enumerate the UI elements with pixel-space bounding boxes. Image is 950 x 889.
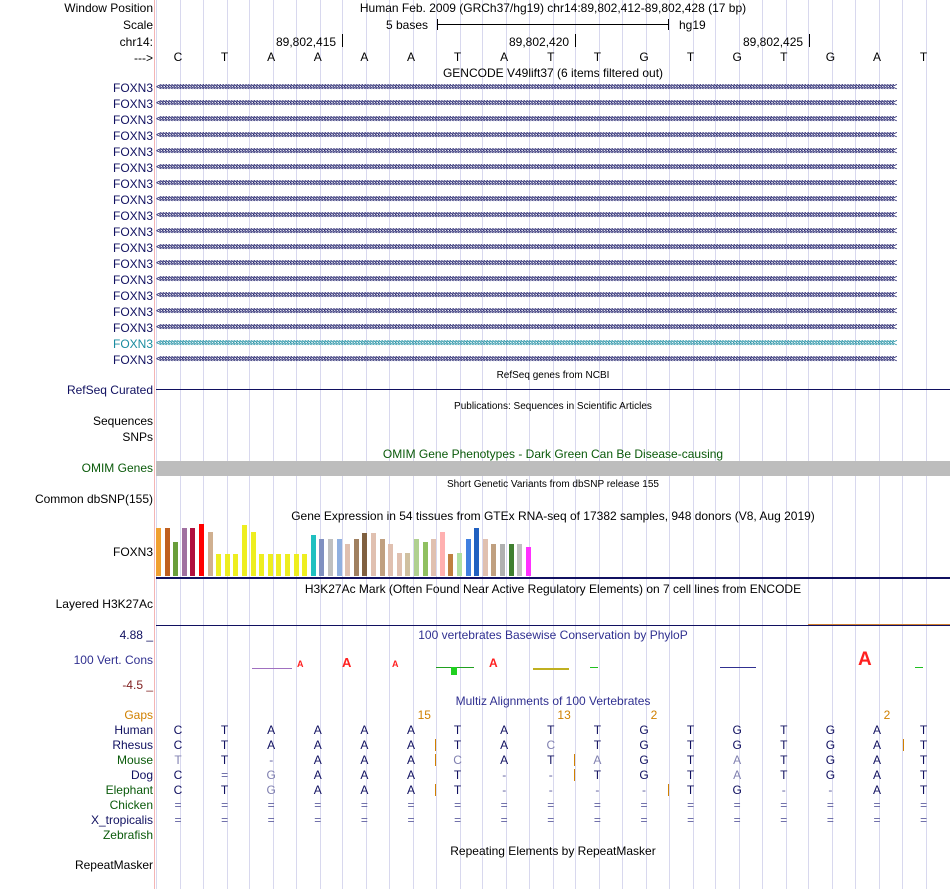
species-label[interactable]: Elephant bbox=[105, 783, 153, 797]
gencode-gene-label[interactable]: FOXN3 bbox=[112, 353, 153, 367]
species-label[interactable]: Dog bbox=[130, 768, 153, 782]
alignment-base: - bbox=[269, 753, 274, 767]
alignment-base: A bbox=[313, 753, 322, 767]
gtex-tissue-bar[interactable] bbox=[405, 553, 410, 576]
gap-marker bbox=[903, 739, 904, 751]
ruler-tick bbox=[342, 34, 343, 47]
alignment-base: T bbox=[220, 753, 229, 767]
gencode-gene-label[interactable]: FOXN3 bbox=[112, 97, 153, 111]
alignment-base: A bbox=[406, 783, 415, 797]
scale-bar-left-tick bbox=[437, 19, 438, 30]
phylop-min-label: -4.5 _ bbox=[122, 678, 153, 692]
alignment-base: T bbox=[919, 753, 928, 767]
h3k27ac-label[interactable]: Layered H3K27Ac bbox=[55, 597, 153, 611]
base-letter: A bbox=[500, 50, 509, 64]
gtex-tissue-bar[interactable] bbox=[397, 553, 402, 576]
alignment-base: = bbox=[221, 768, 229, 782]
alignment-base: G bbox=[639, 723, 649, 737]
gap-marker bbox=[435, 739, 436, 751]
alignment-base: G bbox=[639, 738, 649, 752]
alignment-base: = bbox=[593, 798, 601, 812]
alignment-base: G bbox=[732, 723, 742, 737]
base-letter: G bbox=[825, 50, 836, 64]
alignment-base: = bbox=[221, 798, 229, 812]
base-letter: A bbox=[267, 50, 276, 64]
gtex-tissue-bar[interactable] bbox=[302, 554, 307, 576]
alignment-base: G bbox=[266, 783, 276, 797]
alignment-base: T bbox=[593, 738, 602, 752]
refseq-line bbox=[156, 389, 950, 390]
gtex-baseline bbox=[156, 577, 950, 579]
gtex-tissue-bar[interactable] bbox=[156, 528, 161, 576]
gencode-gene-label[interactable]: FOXN3 bbox=[112, 337, 153, 351]
base-letter: T bbox=[780, 50, 788, 64]
gencode-transcript-arrows[interactable]: <<<<<<<<<<<<<<<<<<<<<<<<<<<<<<<<<<<<<<<<<<<<<<<<<<<<<<<<<<<<<<<<<<<<<<<<<<<<<<<<<<<<<<<<<<<<<<<<<<<<<<<<<<<<<<<<<<<<<<<<<<<<<<<<<<<<<<<<<<<<<<<<<<<<<<<<<<<<<<<<<<<<<<<<<<<<<<<<<<<<<<<<<<<<<<<<<<<<<<<<<<<<<<<<<<<<<<<<<<<<<<<<<<<<<<<<<<<<<<<<<<<<<<<<<<<<<<<<<<<< bbox=[156, 307, 895, 317]
gencode-gene-label[interactable]: FOXN3 bbox=[112, 321, 153, 335]
alignment-base: G bbox=[639, 753, 649, 767]
species-label[interactable]: Mouse bbox=[116, 753, 153, 767]
alignment-base: T bbox=[919, 768, 928, 782]
alignment-base: G bbox=[732, 783, 742, 797]
refseq-title: RefSeq genes from NCBI bbox=[496, 370, 610, 381]
alignment-base: A bbox=[872, 723, 881, 737]
phylop-bar bbox=[915, 667, 923, 668]
alignment-base: A bbox=[500, 723, 509, 737]
gtex-tissue-bar[interactable] bbox=[380, 539, 385, 576]
gtex-tissue-bar[interactable] bbox=[337, 539, 342, 576]
alignment-base: = bbox=[267, 813, 275, 827]
gencode-gene-label[interactable]: FOXN3 bbox=[112, 257, 153, 271]
alignment-base: A bbox=[872, 738, 881, 752]
alignment-base: T bbox=[453, 738, 462, 752]
gencode-transcript-arrows[interactable]: <<<<<<<<<<<<<<<<<<<<<<<<<<<<<<<<<<<<<<<<<<<<<<<<<<<<<<<<<<<<<<<<<<<<<<<<<<<<<<<<<<<<<<<<<<<<<<<<<<<<<<<<<<<<<<<<<<<<<<<<<<<<<<<<<<<<<<<<<<<<<<<<<<<<<<<<<<<<<<<<<<<<<<<<<<<<<<<<<<<<<<<<<<<<<<<<<<<<<<<<<<<<<<<<<<<<<<<<<<<<<<<<<<<<<<<<<<<<<<<<<<<<<<<<<<<<<<<<<<<< bbox=[156, 227, 895, 237]
alignment-base: = bbox=[360, 813, 368, 827]
direction-label: ---> bbox=[134, 51, 153, 65]
ruler-tick-label: 89,802,425 bbox=[743, 35, 804, 49]
phylop-bar bbox=[533, 668, 569, 670]
gtex-tissue-bar[interactable] bbox=[285, 554, 290, 576]
species-label[interactable]: Human bbox=[114, 723, 153, 737]
alignment-base: T bbox=[780, 738, 788, 752]
gencode-transcript-arrows[interactable]: <<<<<<<<<<<<<<<<<<<<<<<<<<<<<<<<<<<<<<<<<<<<<<<<<<<<<<<<<<<<<<<<<<<<<<<<<<<<<<<<<<<<<<<<<<<<<<<<<<<<<<<<<<<<<<<<<<<<<<<<<<<<<<<<<<<<<<<<<<<<<<<<<<<<<<<<<<<<<<<<<<<<<<<<<<<<<<<<<<<<<<<<<<<<<<<<<<<<<<<<<<<<<<<<<<<<<<<<<<<<<<<<<<<<<<<<<<<<<<<<<<<<<<<<<<<<<<<<<<<< bbox=[156, 243, 895, 253]
gtex-tissue-bar[interactable] bbox=[414, 539, 419, 576]
alignment-base: A bbox=[360, 723, 369, 737]
gencode-transcript-arrows[interactable]: <<<<<<<<<<<<<<<<<<<<<<<<<<<<<<<<<<<<<<<<<<<<<<<<<<<<<<<<<<<<<<<<<<<<<<<<<<<<<<<<<<<<<<<<<<<<<<<<<<<<<<<<<<<<<<<<<<<<<<<<<<<<<<<<<<<<<<<<<<<<<<<<<<<<<<<<<<<<<<<<<<<<<<<<<<<<<<<<<<<<<<<<<<<<<<<<<<<<<<<<<<<<<<<<<<<<<<<<<<<<<<<<<<<<<<<<<<<<<<<<<<<<<<<<<<<<<<<<<<<< bbox=[156, 147, 895, 157]
alignment-base: A bbox=[360, 738, 369, 752]
alignment-base: - bbox=[595, 783, 600, 797]
gencode-transcript-arrows[interactable]: <<<<<<<<<<<<<<<<<<<<<<<<<<<<<<<<<<<<<<<<<<<<<<<<<<<<<<<<<<<<<<<<<<<<<<<<<<<<<<<<<<<<<<<<<<<<<<<<<<<<<<<<<<<<<<<<<<<<<<<<<<<<<<<<<<<<<<<<<<<<<<<<<<<<<<<<<<<<<<<<<<<<<<<<<<<<<<<<<<<<<<<<<<<<<<<<<<<<<<<<<<<<<<<<<<<<<<<<<<<<<<<<<<<<<<<<<<<<<<<<<<<<<<<<<<<<<<<<<<<< bbox=[156, 291, 895, 301]
alignment-base: T bbox=[686, 723, 695, 737]
alignment-base: G bbox=[825, 768, 836, 782]
gtex-gene-label[interactable]: FOXN3 bbox=[112, 545, 153, 559]
alignment-base: C bbox=[173, 738, 183, 752]
alignment-base: = bbox=[407, 813, 415, 827]
gtex-tissue-bar[interactable] bbox=[431, 539, 436, 576]
alignment-base: A bbox=[406, 768, 415, 782]
alignment-base: = bbox=[174, 798, 182, 812]
alignment-base: T bbox=[220, 723, 229, 737]
alignment-base: G bbox=[825, 723, 836, 737]
gtex-tissue-bar[interactable] bbox=[345, 544, 350, 576]
gencode-gene-label[interactable]: FOXN3 bbox=[112, 81, 153, 95]
alignment-base: = bbox=[733, 798, 741, 812]
gtex-tissue-bar[interactable] bbox=[388, 544, 393, 576]
alignment-base: T bbox=[919, 783, 928, 797]
alignment-base: = bbox=[174, 813, 182, 827]
gtex-tissue-bar[interactable] bbox=[491, 544, 496, 576]
alignment-base: T bbox=[547, 753, 555, 767]
gencode-transcript-arrows[interactable]: <<<<<<<<<<<<<<<<<<<<<<<<<<<<<<<<<<<<<<<<<<<<<<<<<<<<<<<<<<<<<<<<<<<<<<<<<<<<<<<<<<<<<<<<<<<<<<<<<<<<<<<<<<<<<<<<<<<<<<<<<<<<<<<<<<<<<<<<<<<<<<<<<<<<<<<<<<<<<<<<<<<<<<<<<<<<<<<<<<<<<<<<<<<<<<<<<<<<<<<<<<<<<<<<<<<<<<<<<<<<<<<<<<<<<<<<<<<<<<<<<<<<<<<<<<<<<<<<<<<< bbox=[156, 179, 895, 189]
dbsnp-label[interactable]: Common dbSNP(155) bbox=[34, 492, 153, 506]
gap-marker bbox=[435, 754, 436, 766]
base-letter: G bbox=[732, 50, 742, 64]
alignment-base: = bbox=[500, 798, 508, 812]
snps-label[interactable]: SNPs bbox=[122, 430, 153, 444]
sequences-label[interactable]: Sequences bbox=[92, 414, 153, 428]
alignment-base: T bbox=[780, 753, 788, 767]
alignment-base: A bbox=[872, 768, 881, 782]
gtex-tissue-bar[interactable] bbox=[440, 532, 445, 576]
gencode-gene-label[interactable]: FOXN3 bbox=[112, 289, 153, 303]
gap-marker bbox=[574, 754, 575, 766]
alignment-base: G bbox=[639, 768, 649, 782]
gencode-gene-label[interactable]: FOXN3 bbox=[112, 225, 153, 239]
alignment-base: T bbox=[453, 723, 462, 737]
alignment-base: A bbox=[313, 783, 322, 797]
gtex-tissue-bar[interactable] bbox=[448, 554, 453, 576]
phylop-bar bbox=[720, 667, 756, 668]
gencode-transcript-arrows[interactable]: <<<<<<<<<<<<<<<<<<<<<<<<<<<<<<<<<<<<<<<<<<<<<<<<<<<<<<<<<<<<<<<<<<<<<<<<<<<<<<<<<<<<<<<<<<<<<<<<<<<<<<<<<<<<<<<<<<<<<<<<<<<<<<<<<<<<<<<<<<<<<<<<<<<<<<<<<<<<<<<<<<<<<<<<<<<<<<<<<<<<<<<<<<<<<<<<<<<<<<<<<<<<<<<<<<<<<<<<<<<<<<<<<<<<<<<<<<<<<<<<<<<<<<<<<<<<<<<<<<<< bbox=[156, 259, 895, 269]
gtex-tissue-bar[interactable] bbox=[526, 547, 531, 576]
alignment-base: G bbox=[266, 768, 276, 782]
alignment-base: = bbox=[547, 813, 555, 827]
species-label[interactable]: Rhesus bbox=[112, 738, 153, 752]
alignment-base: T bbox=[780, 723, 788, 737]
species-label[interactable]: Zebrafish bbox=[102, 828, 153, 842]
alignment-base: T bbox=[919, 738, 928, 752]
alignment-base: = bbox=[687, 813, 695, 827]
gtex-tissue-bar[interactable] bbox=[466, 539, 471, 576]
gencode-transcript-arrows[interactable]: <<<<<<<<<<<<<<<<<<<<<<<<<<<<<<<<<<<<<<<<<<<<<<<<<<<<<<<<<<<<<<<<<<<<<<<<<<<<<<<<<<<<<<<<<<<<<<<<<<<<<<<<<<<<<<<<<<<<<<<<<<<<<<<<<<<<<<<<<<<<<<<<<<<<<<<<<<<<<<<<<<<<<<<<<<<<<<<<<<<<<<<<<<<<<<<<<<<<<<<<<<<<<<<<<<<<<<<<<<<<<<<<<<<<<<<<<<<<<<<<<<<<<<<<<<<<<<<<<<<< bbox=[156, 163, 895, 173]
alignment-base: C bbox=[546, 738, 556, 752]
alignment-base: = bbox=[267, 798, 275, 812]
alignment-base: A bbox=[406, 738, 415, 752]
gtex-title: Gene Expression in 54 tissues from GTEx RNA-seq of 17382 samples, 948 donors (V8, Aug 2019) bbox=[291, 509, 815, 523]
gtex-tissue-bar[interactable] bbox=[509, 544, 514, 576]
omim-feature-bar[interactable] bbox=[156, 461, 950, 476]
gap-count: 13 bbox=[557, 708, 571, 722]
base-letter: A bbox=[313, 50, 322, 64]
refseq-label[interactable]: RefSeq Curated bbox=[66, 383, 153, 397]
alignment-base: T bbox=[593, 723, 602, 737]
repeatmasker-label[interactable]: RepeatMasker bbox=[74, 858, 153, 872]
gencode-gene-label[interactable]: FOXN3 bbox=[112, 113, 153, 127]
alignment-base: = bbox=[920, 813, 928, 827]
alignment-base: T bbox=[220, 783, 229, 797]
alignment-base: T bbox=[686, 738, 695, 752]
gtex-tissue-bar[interactable] bbox=[173, 542, 178, 576]
gtex-tissue-bar[interactable] bbox=[208, 532, 213, 576]
gap-count: 15 bbox=[417, 708, 431, 722]
alignment-base: A bbox=[313, 723, 322, 737]
alignment-base: = bbox=[780, 798, 788, 812]
gencode-gene-label[interactable]: FOXN3 bbox=[112, 177, 153, 191]
base-letter: C bbox=[173, 50, 183, 64]
alignment-base: A bbox=[593, 753, 602, 767]
gencode-transcript-arrows[interactable]: <<<<<<<<<<<<<<<<<<<<<<<<<<<<<<<<<<<<<<<<<<<<<<<<<<<<<<<<<<<<<<<<<<<<<<<<<<<<<<<<<<<<<<<<<<<<<<<<<<<<<<<<<<<<<<<<<<<<<<<<<<<<<<<<<<<<<<<<<<<<<<<<<<<<<<<<<<<<<<<<<<<<<<<<<<<<<<<<<<<<<<<<<<<<<<<<<<<<<<<<<<<<<<<<<<<<<<<<<<<<<<<<<<<<<<<<<<<<<<<<<<<<<<<<<<<<<<<<<<<< bbox=[156, 355, 895, 365]
phylop-bar bbox=[252, 668, 292, 669]
gencode-transcript-arrows[interactable]: <<<<<<<<<<<<<<<<<<<<<<<<<<<<<<<<<<<<<<<<<<<<<<<<<<<<<<<<<<<<<<<<<<<<<<<<<<<<<<<<<<<<<<<<<<<<<<<<<<<<<<<<<<<<<<<<<<<<<<<<<<<<<<<<<<<<<<<<<<<<<<<<<<<<<<<<<<<<<<<<<<<<<<<<<<<<<<<<<<<<<<<<<<<<<<<<<<<<<<<<<<<<<<<<<<<<<<<<<<<<<<<<<<<<<<<<<<<<<<<<<<<<<<<<<<<<<<<<<<<< bbox=[156, 211, 895, 221]
base-letter: T bbox=[453, 50, 462, 64]
gtex-tissue-bar[interactable] bbox=[517, 544, 522, 576]
gencode-gene-label[interactable]: FOXN3 bbox=[112, 129, 153, 143]
alignment-base: T bbox=[919, 723, 928, 737]
gencode-transcript-arrows[interactable]: <<<<<<<<<<<<<<<<<<<<<<<<<<<<<<<<<<<<<<<<<<<<<<<<<<<<<<<<<<<<<<<<<<<<<<<<<<<<<<<<<<<<<<<<<<<<<<<<<<<<<<<<<<<<<<<<<<<<<<<<<<<<<<<<<<<<<<<<<<<<<<<<<<<<<<<<<<<<<<<<<<<<<<<<<<<<<<<<<<<<<<<<<<<<<<<<<<<<<<<<<<<<<<<<<<<<<<<<<<<<<<<<<<<<<<<<<<<<<<<<<<<<<<<<<<<<<<<<<<<< bbox=[156, 83, 895, 93]
gtex-tissue-bar[interactable] bbox=[276, 554, 281, 576]
gtex-tissue-bar[interactable] bbox=[423, 542, 428, 576]
repeatmasker-title: Repeating Elements by RepeatMasker bbox=[450, 844, 656, 858]
ruler-tick-label: 89,802,420 bbox=[509, 35, 570, 49]
alignment-base: - bbox=[502, 768, 507, 782]
omim-title: OMIM Gene Phenotypes - Dark Green Can Be Disease-causing bbox=[382, 447, 724, 461]
alignment-base: G bbox=[825, 738, 836, 752]
gtex-tissue-bar[interactable] bbox=[251, 532, 256, 576]
h3k27ac-baseline bbox=[156, 625, 950, 626]
ruler-tick bbox=[575, 34, 576, 47]
gtex-tissue-bar[interactable] bbox=[233, 554, 238, 576]
alignment-base: T bbox=[547, 723, 555, 737]
window-position-label: Window Position bbox=[64, 1, 153, 15]
alignment-base: A bbox=[360, 753, 369, 767]
gencode-gene-label[interactable]: FOXN3 bbox=[112, 145, 153, 159]
alignment-base: - bbox=[502, 783, 507, 797]
gtex-tissue-bar[interactable] bbox=[371, 533, 376, 576]
gtex-tissue-bar[interactable] bbox=[362, 533, 367, 576]
alignment-base: = bbox=[640, 798, 648, 812]
chrom-label: chr14: bbox=[119, 35, 153, 49]
alignment-base: A bbox=[267, 723, 276, 737]
alignment-base: T bbox=[593, 768, 602, 782]
alignment-base: A bbox=[267, 738, 276, 752]
alignment-base: = bbox=[826, 798, 834, 812]
alignment-base: C bbox=[173, 768, 183, 782]
scale-assembly: hg19 bbox=[679, 18, 706, 32]
alignment-base: = bbox=[500, 813, 508, 827]
alignment-base: - bbox=[828, 783, 833, 797]
phylop-bar bbox=[590, 667, 598, 668]
alignment-base: = bbox=[454, 813, 462, 827]
alignment-base: T bbox=[686, 783, 695, 797]
base-letter: A bbox=[360, 50, 369, 64]
alignment-base: A bbox=[500, 738, 509, 752]
alignment-base: - bbox=[548, 783, 553, 797]
alignment-base: = bbox=[314, 798, 322, 812]
gtex-tissue-bar[interactable] bbox=[199, 524, 204, 576]
alignment-base: T bbox=[686, 753, 695, 767]
base-letter: T bbox=[220, 50, 229, 64]
alignment-base: = bbox=[873, 798, 881, 812]
gtex-tissue-bar[interactable] bbox=[242, 525, 247, 576]
alignment-base: C bbox=[173, 783, 183, 797]
alignment-base: = bbox=[314, 813, 322, 827]
gap-marker bbox=[668, 784, 669, 796]
gencode-transcript-arrows[interactable]: <<<<<<<<<<<<<<<<<<<<<<<<<<<<<<<<<<<<<<<<<<<<<<<<<<<<<<<<<<<<<<<<<<<<<<<<<<<<<<<<<<<<<<<<<<<<<<<<<<<<<<<<<<<<<<<<<<<<<<<<<<<<<<<<<<<<<<<<<<<<<<<<<<<<<<<<<<<<<<<<<<<<<<<<<<<<<<<<<<<<<<<<<<<<<<<<<<<<<<<<<<<<<<<<<<<<<<<<<<<<<<<<<<<<<<<<<<<<<<<<<<<<<<<<<<<<<<<<<<<< bbox=[156, 339, 895, 349]
alignment-base: T bbox=[453, 768, 462, 782]
multiz-title: Multiz Alignments of 100 Vertebrates bbox=[455, 694, 651, 708]
alignment-base: A bbox=[406, 753, 415, 767]
gtex-tissue-bar[interactable] bbox=[165, 528, 170, 576]
phylop-label[interactable]: 100 Vert. Cons bbox=[73, 653, 153, 667]
gaps-label: Gaps bbox=[124, 708, 153, 722]
base-letter: T bbox=[686, 50, 695, 64]
gencode-gene-label[interactable]: FOXN3 bbox=[112, 161, 153, 175]
phylop-glyph: A bbox=[342, 655, 352, 670]
alignment-base: = bbox=[454, 798, 462, 812]
gap-count: 2 bbox=[883, 708, 891, 722]
alignment-base: G bbox=[825, 753, 836, 767]
scale-text: 5 bases bbox=[386, 18, 429, 32]
alignment-base: = bbox=[221, 813, 229, 827]
alignment-base: A bbox=[360, 783, 369, 797]
alignment-base: T bbox=[174, 753, 182, 767]
gtex-tissue-bar[interactable] bbox=[474, 528, 479, 576]
gencode-transcript-arrows[interactable]: <<<<<<<<<<<<<<<<<<<<<<<<<<<<<<<<<<<<<<<<<<<<<<<<<<<<<<<<<<<<<<<<<<<<<<<<<<<<<<<<<<<<<<<<<<<<<<<<<<<<<<<<<<<<<<<<<<<<<<<<<<<<<<<<<<<<<<<<<<<<<<<<<<<<<<<<<<<<<<<<<<<<<<<<<<<<<<<<<<<<<<<<<<<<<<<<<<<<<<<<<<<<<<<<<<<<<<<<<<<<<<<<<<<<<<<<<<<<<<<<<<<<<<<<<<<<<<<<<<<< bbox=[156, 195, 895, 205]
species-label[interactable]: Chicken bbox=[109, 798, 153, 812]
alignment-base: A bbox=[872, 753, 881, 767]
alignment-base: = bbox=[733, 813, 741, 827]
publications-title: Publications: Sequences in Scientific Articles bbox=[454, 401, 652, 412]
gtex-tissue-bar[interactable] bbox=[268, 554, 273, 576]
base-letter: T bbox=[593, 50, 602, 64]
base-letter: G bbox=[639, 50, 649, 64]
gencode-gene-label[interactable]: FOXN3 bbox=[112, 241, 153, 255]
base-letter: A bbox=[406, 50, 415, 64]
gtex-tissue-bar[interactable] bbox=[328, 539, 333, 576]
alignment-base: T bbox=[780, 768, 788, 782]
alignment-base: T bbox=[453, 783, 462, 797]
phylop-max-label: 4.88 _ bbox=[119, 628, 153, 642]
alignment-base: = bbox=[826, 813, 834, 827]
alignment-base: A bbox=[733, 768, 742, 782]
ruler-tick bbox=[809, 34, 810, 47]
gtex-tissue-bar[interactable] bbox=[259, 554, 264, 576]
gtex-tissue-bar[interactable] bbox=[190, 528, 195, 576]
scale-bar bbox=[437, 24, 669, 25]
alignment-base: = bbox=[640, 813, 648, 827]
h3k27ac-title: H3K27Ac Mark (Often Found Near Active Regulatory Elements) on 7 cell lines from ENCODE bbox=[304, 582, 802, 596]
species-label[interactable]: X_tropicalis bbox=[90, 813, 153, 827]
phylop-glyph: A bbox=[489, 656, 498, 670]
omim-label[interactable]: OMIM Genes bbox=[81, 461, 153, 475]
gtex-tissue-bar[interactable] bbox=[294, 554, 299, 576]
gencode-transcript-arrows[interactable]: <<<<<<<<<<<<<<<<<<<<<<<<<<<<<<<<<<<<<<<<<<<<<<<<<<<<<<<<<<<<<<<<<<<<<<<<<<<<<<<<<<<<<<<<<<<<<<<<<<<<<<<<<<<<<<<<<<<<<<<<<<<<<<<<<<<<<<<<<<<<<<<<<<<<<<<<<<<<<<<<<<<<<<<<<<<<<<<<<<<<<<<<<<<<<<<<<<<<<<<<<<<<<<<<<<<<<<<<<<<<<<<<<<<<<<<<<<<<<<<<<<<<<<<<<<<<<<<<<<<< bbox=[156, 275, 895, 285]
alignment-base: - bbox=[781, 783, 786, 797]
gtex-tissue-bar[interactable] bbox=[457, 553, 462, 576]
gencode-gene-label[interactable]: FOXN3 bbox=[112, 193, 153, 207]
base-letter: T bbox=[547, 50, 555, 64]
gap-marker bbox=[435, 784, 436, 796]
gencode-transcript-arrows[interactable]: <<<<<<<<<<<<<<<<<<<<<<<<<<<<<<<<<<<<<<<<<<<<<<<<<<<<<<<<<<<<<<<<<<<<<<<<<<<<<<<<<<<<<<<<<<<<<<<<<<<<<<<<<<<<<<<<<<<<<<<<<<<<<<<<<<<<<<<<<<<<<<<<<<<<<<<<<<<<<<<<<<<<<<<<<<<<<<<<<<<<<<<<<<<<<<<<<<<<<<<<<<<<<<<<<<<<<<<<<<<<<<<<<<<<<<<<<<<<<<<<<<<<<<<<<<<<<<<<<<<< bbox=[156, 115, 895, 125]
alignment-base: = bbox=[687, 798, 695, 812]
gencode-title: GENCODE V49lift37 (6 items filtered out) bbox=[442, 66, 664, 80]
gencode-gene-label[interactable]: FOXN3 bbox=[112, 273, 153, 287]
alignment-base: A bbox=[360, 768, 369, 782]
phylop-glyph: A bbox=[392, 659, 399, 669]
phylop-bar bbox=[451, 667, 457, 675]
scale-label: Scale bbox=[122, 18, 153, 32]
gencode-transcript-arrows[interactable]: <<<<<<<<<<<<<<<<<<<<<<<<<<<<<<<<<<<<<<<<<<<<<<<<<<<<<<<<<<<<<<<<<<<<<<<<<<<<<<<<<<<<<<<<<<<<<<<<<<<<<<<<<<<<<<<<<<<<<<<<<<<<<<<<<<<<<<<<<<<<<<<<<<<<<<<<<<<<<<<<<<<<<<<<<<<<<<<<<<<<<<<<<<<<<<<<<<<<<<<<<<<<<<<<<<<<<<<<<<<<<<<<<<<<<<<<<<<<<<<<<<<<<<<<<<<<<<<<<<<< bbox=[156, 131, 895, 141]
alignment-base: = bbox=[593, 813, 601, 827]
scale-bar-right-tick bbox=[668, 19, 669, 30]
phylop-glyph: A bbox=[858, 649, 872, 670]
alignment-base: - bbox=[548, 768, 553, 782]
alignment-base: - bbox=[642, 783, 646, 797]
h3k27ac-signal bbox=[808, 624, 950, 625]
alignment-base: C bbox=[173, 723, 183, 737]
gtex-bar-chart[interactable] bbox=[156, 523, 556, 576]
gtex-tissue-bar[interactable] bbox=[500, 544, 505, 576]
alignment-base: = bbox=[920, 798, 928, 812]
base-letter: A bbox=[872, 50, 881, 64]
gencode-gene-label[interactable]: FOXN3 bbox=[112, 209, 153, 223]
alignment-base: = bbox=[873, 813, 881, 827]
gtex-tissue-bar[interactable] bbox=[354, 539, 359, 576]
window-position-text: Human Feb. 2009 (GRCh37/hg19) chr14:89,802,412-89,802,428 (17 bp) bbox=[359, 1, 747, 15]
alignment-base: A bbox=[500, 753, 509, 767]
gtex-tissue-bar[interactable] bbox=[319, 539, 324, 576]
alignment-base: = bbox=[780, 813, 788, 827]
alignment-base: A bbox=[313, 768, 322, 782]
alignment-base: = bbox=[407, 798, 415, 812]
alignment-base: C bbox=[453, 753, 462, 767]
gencode-transcript-arrows[interactable]: <<<<<<<<<<<<<<<<<<<<<<<<<<<<<<<<<<<<<<<<<<<<<<<<<<<<<<<<<<<<<<<<<<<<<<<<<<<<<<<<<<<<<<<<<<<<<<<<<<<<<<<<<<<<<<<<<<<<<<<<<<<<<<<<<<<<<<<<<<<<<<<<<<<<<<<<<<<<<<<<<<<<<<<<<<<<<<<<<<<<<<<<<<<<<<<<<<<<<<<<<<<<<<<<<<<<<<<<<<<<<<<<<<<<<<<<<<<<<<<<<<<<<<<<<<<<<<<<<<<< bbox=[156, 323, 895, 333]
label-separator bbox=[154, 0, 155, 889]
alignment-base: A bbox=[872, 783, 881, 797]
phylop-title: 100 vertebrates Basewise Conservation by PhyloP bbox=[418, 628, 688, 642]
alignment-base: A bbox=[733, 753, 742, 767]
gencode-transcript-arrows[interactable]: <<<<<<<<<<<<<<<<<<<<<<<<<<<<<<<<<<<<<<<<<<<<<<<<<<<<<<<<<<<<<<<<<<<<<<<<<<<<<<<<<<<<<<<<<<<<<<<<<<<<<<<<<<<<<<<<<<<<<<<<<<<<<<<<<<<<<<<<<<<<<<<<<<<<<<<<<<<<<<<<<<<<<<<<<<<<<<<<<<<<<<<<<<<<<<<<<<<<<<<<<<<<<<<<<<<<<<<<<<<<<<<<<<<<<<<<<<<<<<<<<<<<<<<<<<<<<<<<<<<< bbox=[156, 99, 895, 109]
phylop-glyph: A bbox=[297, 659, 304, 669]
gap-count: 2 bbox=[650, 708, 658, 722]
gap-marker bbox=[574, 769, 575, 781]
gencode-gene-label[interactable]: FOXN3 bbox=[112, 305, 153, 319]
dbsnp-title: Short Genetic Variants from dbSNP release 155 bbox=[447, 479, 659, 490]
gtex-tissue-bar[interactable] bbox=[311, 535, 316, 576]
alignment-base: G bbox=[732, 738, 742, 752]
alignment-base: A bbox=[313, 738, 322, 752]
gtex-tissue-bar[interactable] bbox=[483, 539, 488, 576]
gtex-tissue-bar[interactable] bbox=[216, 554, 221, 576]
alignment-base: = bbox=[360, 798, 368, 812]
ruler-tick-label: 89,802,415 bbox=[276, 35, 337, 49]
base-letter: T bbox=[919, 50, 928, 64]
alignment-base: T bbox=[220, 738, 229, 752]
alignment-base: T bbox=[686, 768, 695, 782]
alignment-base: A bbox=[406, 723, 415, 737]
gtex-tissue-bar[interactable] bbox=[225, 554, 230, 576]
alignment-base: = bbox=[547, 798, 555, 812]
gtex-tissue-bar[interactable] bbox=[182, 528, 187, 576]
